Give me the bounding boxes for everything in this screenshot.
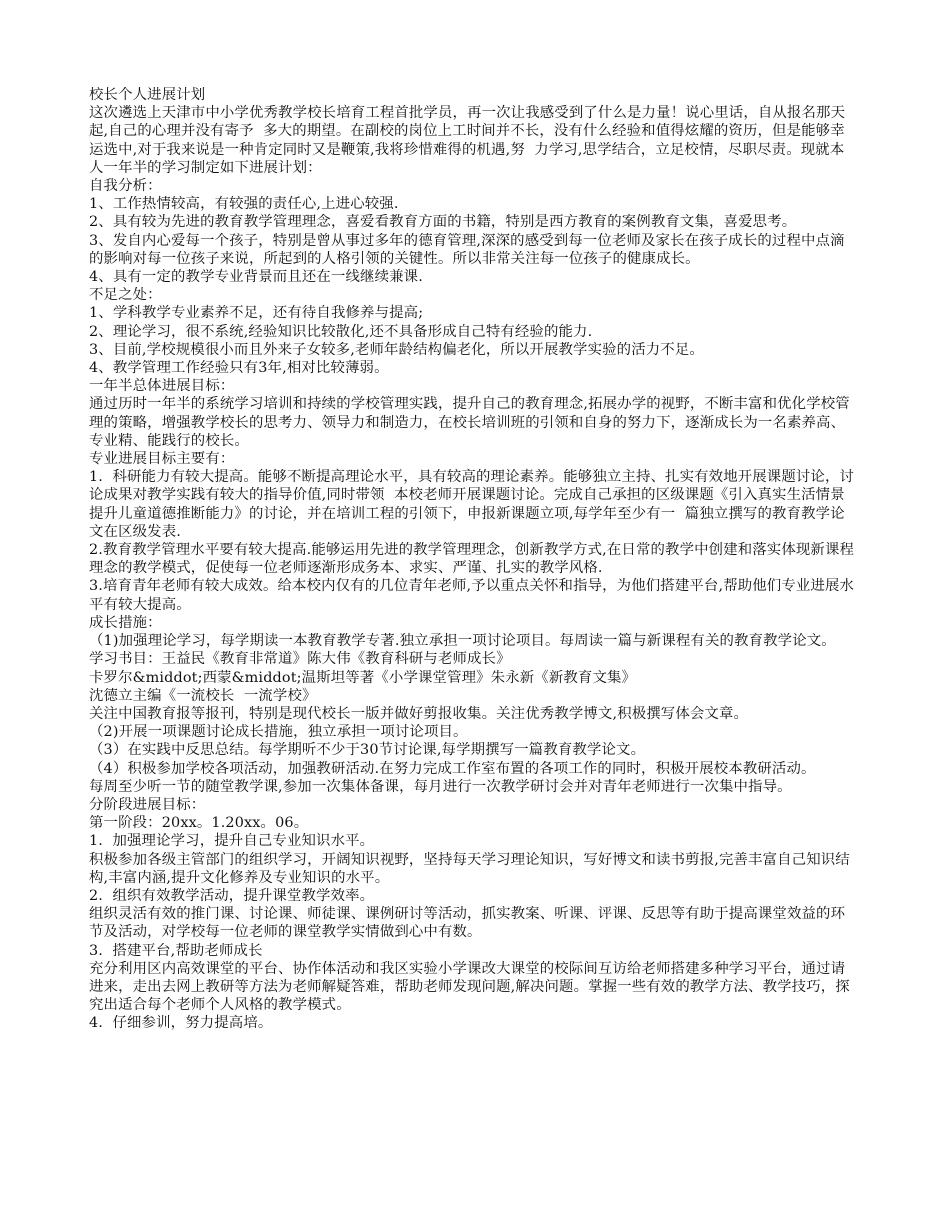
paragraph-line: 3、发自内心爱每一个孩子，特别是曾从事过多年的德育管理,深深的感受到每一位老师及家长在孩子成长的过程中点滴的影响对每一位孩子来说，所起到的人格引领的关键性。所以非常关注每一位孩子的健康成长。 xyxy=(89,232,845,267)
paragraph-line: 1. 科研能力有较大提高。能够不断提高理论水平，具有较高的理论素养。能够独立主持、扎实有效地开展课题讨论，讨论成果对教学实践有较大的指导价值,同时带领 本校老师开展课题讨论。完成自己承担的区级课题《引入真实生活情景提升儿童道德推断能力》的讨论，并在培训工程的引领下，申报新课题立项,每学年至少有一 篇独立撰写的教育教学论文在区级发表. xyxy=(89,469,855,540)
paragraph-line: 成长措施： xyxy=(89,614,162,631)
paragraph-line: 分阶段进展目标： xyxy=(89,796,206,813)
paragraph-line: 充分利用区内高效课堂的平台、协作体活动和我区实验小学课改大课堂的校际间互访给老师搭建多种学习平台，通过请进来，走出去网上教研等方法为老师解疑答难，帮助老师发现问题,解决问题。掌握一些有效的教学方法、教学技巧，探究出适合每个老师个人风格的教学模式。 xyxy=(89,960,850,1014)
paragraph-line: 专业进展目标主要有： xyxy=(89,451,235,468)
paragraph-line: 3. 搭建平台,帮助老师成长 xyxy=(89,942,263,959)
paragraph-line: 第一阶段：20xx。1.20xx。06。 xyxy=(89,815,309,832)
paragraph-line: 这次遴选上天津市中小学优秀教学校长培育工程首批学员，再一次让我感受到了什么是力量！说心里话，自从报名那天起,自己的心理并没有寄予 多大的期望。在副校的岗位上工时间并不长，没有什么经验和值得炫耀的资历，但是能够幸运选中,对于我来说是一种肯定同时又是鞭策,我将珍惜难得的机遇,努 力学习,思学结合，立足校情，尽职尽责。现就本人一年半的学习制定如下进展计划： xyxy=(89,105,846,176)
paragraph-line: 2、理论学习，很不系统,经验知识比较散化,还不具备形成自己特有经验的能力. xyxy=(89,323,593,340)
paragraph-line: 沈德立主编《一流校长 一流学校》 xyxy=(89,687,317,704)
paragraph-line: 自我分析： xyxy=(89,178,162,195)
paragraph-line: 卡罗尔&middot;西蒙&middot;温斯坦等著《小学课堂管理》朱永新《新教育文集》 xyxy=(89,669,637,686)
paragraph-line: （3）在实践中反思总结。每学期听不少于30节讨论课,每学期撰写一篇教育教学论文。 xyxy=(89,742,646,759)
paragraph-line: 1. 加强理论学习，提升自己专业知识水平。 xyxy=(89,833,375,850)
document-title: 校长个人进展计划 xyxy=(89,87,206,103)
paragraph-line: （1)加强理论学习，每学期读一本教育教学专著.独立承担一项讨论项目。每周读一篇与新课程有关的教育教学论文。 xyxy=(89,633,836,650)
paragraph-line: 2、具有较为先进的教育教学管理理念，喜爱看教育方面的书籍，特别是西方教育的案例教育文集，喜爱思考。 xyxy=(89,214,797,231)
paragraph-line: 学习书目：王益民《教育非常道》陈大伟《教育科研与老师成长》 xyxy=(89,651,511,668)
paragraph-line: 4、教学管理工作经验只有3年,相对比较薄弱。 xyxy=(89,360,389,377)
paragraph-line: 3、目前,学校规模很小而且外来子女较多,老师年龄结构偏老化，所以开展教学实验的活力不足。 xyxy=(89,341,704,358)
paragraph-line: 每周至少听一节的随堂教学课,参加一次集体备课，每月进行一次教学研讨会并对青年老师进行一次集中指导。 xyxy=(89,778,792,795)
paragraph-line: 关注中国教育报等报刊，特别是现代校长一版并做好剪报收集。关注优秀教学博文,积极撰写体会文章。 xyxy=(89,705,749,722)
paragraph-line: 3.培育青年老师有较大成效。给本校内仅有的几位青年老师,予以重点关怀和指导，为他们搭建平台,帮助他们专业进展水平有较大提高。 xyxy=(89,578,855,613)
paragraph-line: 4. 仔细参训，努力提高培。 xyxy=(89,1015,273,1032)
paragraph-line: 1、学科教学专业素养不足，还有待自我修养与提高; xyxy=(89,305,424,322)
paragraph-line: 1、工作热情较高，有较强的责任心,上进心较强. xyxy=(89,196,399,213)
paragraph-line: （2)开展一项课题讨论成长措施，独立承担一项讨论项目。 xyxy=(89,724,468,741)
paragraph-line: 4、具有一定的教学专业背景而且还在一线继续兼课. xyxy=(89,269,423,286)
document-body xyxy=(89,104,858,1032)
paragraph-line: 2.教育教学管理水平要有较大提高.能够运用先进的教学管理理念，创新教学方式,在日常的教学中创建和落实体现新课程理念的教学模式，促使每一位老师逐渐形成务本、求实、严谨、扎实的教学风格. xyxy=(89,542,855,577)
paragraph-line: 通过历时一年半的系统学习培训和持续的学校管理实践，提升自己的教育理念,拓展办学的视野，不断丰富和优化学校管理的策略，增强教学校长的思考力、领导力和制造力，在校长培训班的引领和自身的努力下，逐渐成长为一名素养高、专业精、能践行的校长。 xyxy=(89,396,850,449)
paragraph-line: 组织灵活有效的推门课、讨论课、师徒课、课例研讨等活动，抓实教案、听课、评课、反思等有助于提高课堂效益的环节及活动，对学校每一位老师的课堂教学实情做到心中有数。 xyxy=(89,906,846,941)
paragraph-line: 不足之处： xyxy=(89,287,162,304)
paragraph-line: 2. 组织有效教学活动，提升课堂教学效率。 xyxy=(89,887,375,904)
paragraph-line: （4）积极参加学校各项活动，加强教研活动.在努力完成工作室布置的各项工作的同时，积极开展校本教研活动。 xyxy=(89,760,816,777)
paragraph-line: 一年半总体进展目标： xyxy=(89,378,235,395)
paragraph-line: 积极参加各级主管部门的组织学习，开阔知识视野，坚持每天学习理论知识，写好博文和读书剪报,完善丰富自己知识结构,丰富内涵,提升文化修养及专业知识的水平。 xyxy=(89,851,850,886)
